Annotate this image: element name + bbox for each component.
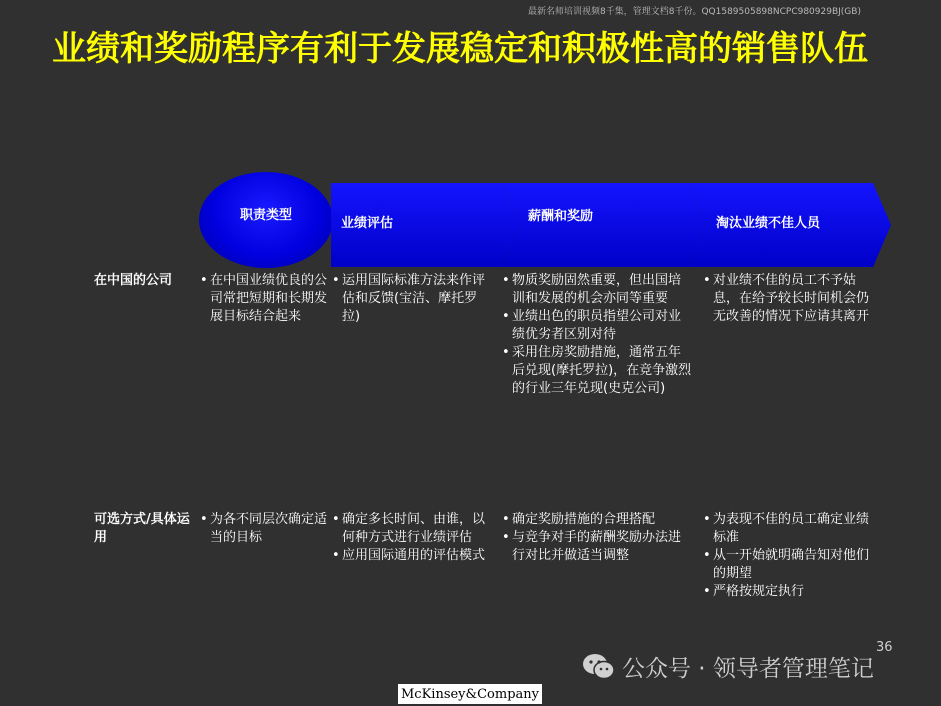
- row1-col2: [332, 272, 492, 326]
- row1-col4: [703, 272, 881, 326]
- list-item: • 严格按规定执行: [703, 583, 881, 601]
- arrow-label-performance: 业绩评估: [341, 216, 394, 231]
- process-header: [0, 0, 941, 300]
- watermark: [582, 650, 874, 683]
- list-item: • 在中国业绩优良的公司常把短期和长期发展目标结合起来: [200, 272, 330, 326]
- header-first-label: 职责类型: [239, 208, 292, 223]
- list-item: • 应用国际通用的评估模式: [332, 547, 492, 565]
- list-item: • 运用国际标准方法来作评估和反馈(宝洁、摩托罗拉): [332, 272, 492, 326]
- row-label-options: 可选方式/具体运用: [94, 512, 190, 545]
- list-item: • 从一开始就明确告知对他们的期望: [703, 547, 881, 583]
- list-item: • 物质奖励固然重要，但出国培训和发展的机会亦同等重要: [502, 272, 692, 308]
- mckinsey-logo: [398, 684, 542, 704]
- row2-col3: [502, 511, 692, 565]
- list-item: • 确定奖励措施的合理搭配: [502, 511, 692, 529]
- list-item: • 采用住房奖励措施，通常五年后兑现(摩托罗拉)，在竞争激烈的行业三年兑现(史克公司): [502, 344, 692, 398]
- row1-col1: [200, 272, 330, 326]
- row1-col3: [502, 272, 692, 398]
- list-item: • 与竞争对手的薪酬奖励办法进行对比并做适当调整: [502, 529, 692, 565]
- row-label-china: 在中国的公司: [94, 273, 173, 288]
- watermark-text: 公众号 · 领导者管理笔记: [622, 656, 874, 682]
- slide-title: 业绩和奖励程序有利于发展稳定和积极性高的销售队伍: [52, 29, 868, 69]
- row2-col1: [200, 511, 330, 547]
- list-item: • 确定多长时间、由谁，以何种方式进行业绩评估: [332, 511, 492, 547]
- page-number: 36: [876, 640, 893, 655]
- chevron-arrows: [0, 0, 941, 300]
- top-note: 最新名师培训视频8千集，管理文档8千份。QQ1589505898NCPC980929BJ(GB): [528, 7, 861, 17]
- arrow-label-elimination: 淘汰业绩不佳人员: [716, 216, 821, 231]
- list-item: • 为各不同层次确定适当的目标: [200, 511, 330, 547]
- wechat-icon: [582, 653, 616, 681]
- list-item: • 为表现不佳的员工确定业绩标准: [703, 511, 881, 547]
- row2-col4: [703, 511, 881, 601]
- list-item: • 对业绩不佳的员工不予姑息，在给予较长时间机会仍无改善的情况下应请其离开: [703, 272, 881, 326]
- list-item: • 业绩出色的职员指望公司对业绩优劣者区别对待: [502, 308, 692, 344]
- row2-col2: [332, 511, 492, 565]
- logo-text: McKinsey&Company: [400, 686, 539, 702]
- arrow-label-compensation: 薪酬和奖励: [528, 209, 594, 224]
- chevron-arrow-2: [502, 183, 706, 267]
